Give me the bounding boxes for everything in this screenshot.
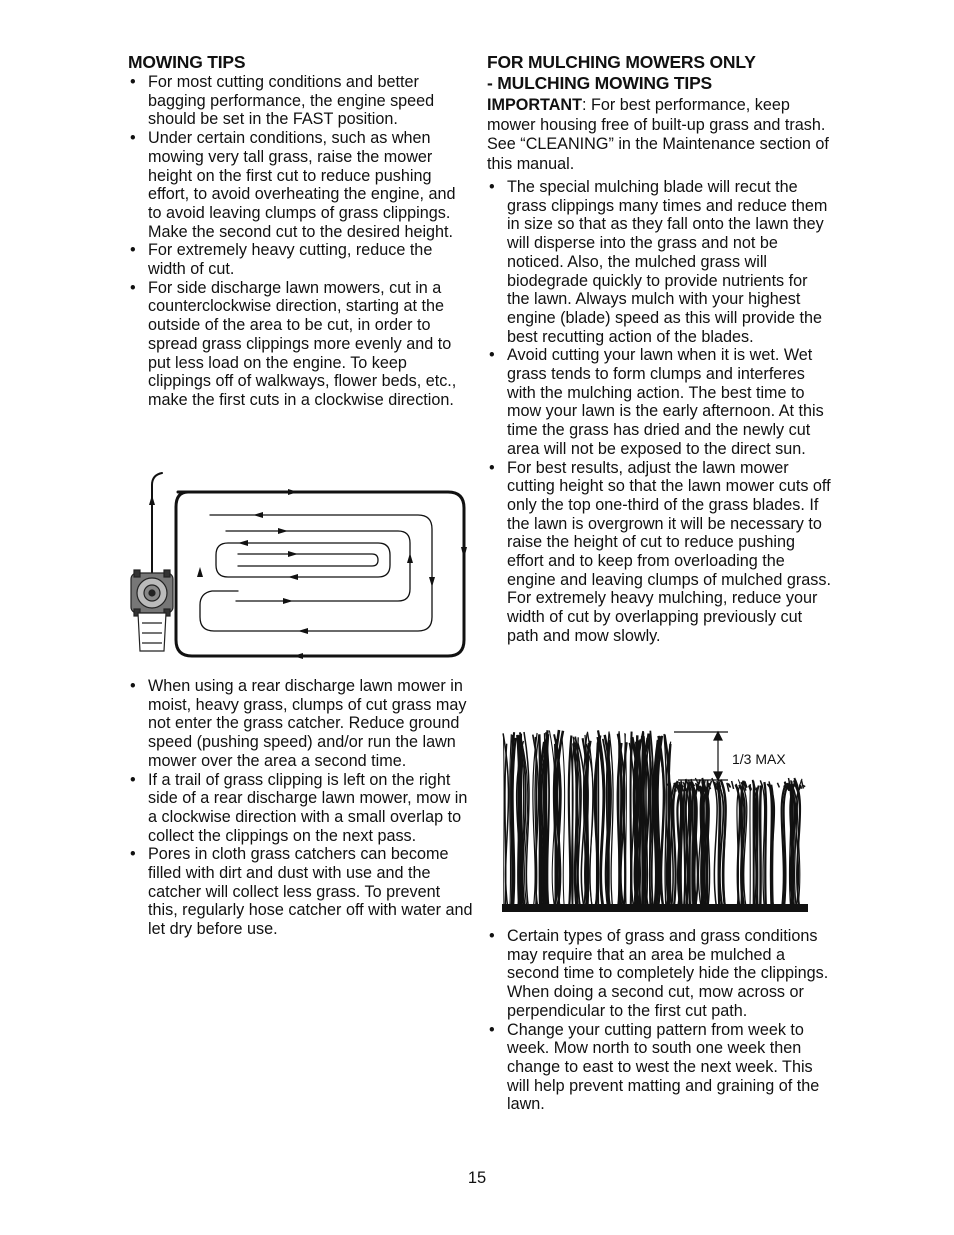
mulching-tips-list [487, 178, 832, 646]
list-item: • If a trail of grass clipping is left on the right side of a rear discharge lawn mower, mow in a clockwise direction with a small overlap to collect the clippings on the next pass. [128, 771, 473, 846]
list-item: • Pores in cloth grass catchers can become filled with dirt and dust with use and the catcher will collect less grass. To prevent this, regularly hose catcher off with water and let dry before use. [128, 845, 473, 939]
arrow-icon [429, 577, 435, 587]
left-column-bottom [128, 677, 473, 939]
right-column-top [487, 52, 832, 646]
arrow-icon [278, 528, 288, 534]
arrow-icon [288, 489, 298, 495]
right-column-bottom [487, 927, 832, 1114]
mowing-tips-heading: MOWING TIPS [128, 52, 246, 72]
arrow-icon [288, 551, 298, 557]
important-note [487, 96, 832, 174]
mowing-pattern-diagram [128, 467, 470, 663]
list-item: • For most cutting conditions and better bagging performance, the engine speed should be set in the FAST position. [128, 73, 473, 129]
mulching-heading-line1: FOR MULCHING MOWERS ONLY [487, 52, 756, 72]
second-path [200, 515, 432, 631]
center-path [216, 543, 390, 577]
arrow-icon [293, 653, 303, 659]
list-item: • When using a rear discharge lawn mower in moist, heavy grass, clumps of cut grass may not enter the grass catcher. Reduce ground speed (pushing speed) and/or run the lawn mower over the area a second time. [128, 677, 473, 771]
arrow-icon [253, 512, 263, 518]
arrow-icon [283, 598, 293, 604]
left-column-top [128, 52, 473, 410]
pattern-tips-list [487, 927, 832, 1114]
grass-height-figure [502, 726, 808, 912]
arrow-icon [288, 574, 298, 580]
page-number: 15 [467, 1169, 487, 1187]
list-item: • Avoid cutting your lawn when it is wet. Wet grass tends to form clumps and interferes with the mulching action. The best time to mow your lawn is the early afternoon. At this time the grass has dried and the newly cut area will not be exposed to the direct sun. [487, 346, 832, 458]
list-item: • For best results, adjust the lawn mower cutting height so that the lawn mower cuts off only the top one-third of the grass blades. If the lawn is overgrown it will be necessary to raise the height of cut to reduce pushing effort and to keep from overloading the engine and leaving clumps of mulched grass. For extremely heavy mulching, reduce your width of cut by overlapping previously cut path and mow slowly. [487, 459, 832, 646]
rear-discharge-tips-list [128, 677, 473, 939]
lawn-mower-icon [131, 570, 173, 651]
list-item: • For side discharge lawn mowers, cut in a counterclockwise direction, starting at the outside of the area to be cut, in order to spread grass clippings more evenly and to put less load on the engine. To keep clippings off of walkways, flower beds, etc., make the first cuts in a clockwise direction. [128, 279, 473, 410]
mulching-heading-line2: - MULCHING MOWING TIPS [487, 73, 713, 93]
mowing-tips-list [128, 73, 473, 410]
entry-path [152, 473, 162, 589]
list-item: • Certain types of grass and grass conditions may require that an area be mulched a second time to completely hide the clippings. When doing a second cut, mow across or perpendicular to the first cut path. [487, 927, 832, 1021]
arrow-icon [461, 547, 467, 559]
one-third-max-label: 1/3 MAX [732, 751, 786, 767]
list-item: • The special mulching blade will recut the grass clippings many times and reduce them in size so that as they fall onto the lawn they will disperse into the grass and not be noticed. Also, the mulched grass will biodegrade quickly to provide nutrients for the lawn. Always mulch with your highest engine (blade) speed as this will provide the best recutting action of the blades. [487, 178, 832, 346]
arrow-icon [238, 540, 248, 546]
arrow-icon [407, 553, 413, 563]
important-text: : For best performance, keep mower housing free of built-up grass and trash. See “CLEANING” in the Maintenance section of this manual. [487, 96, 829, 173]
important-label: IMPORTANT [487, 96, 583, 114]
list-item: • Change your cutting pattern from week to week. Mow north to south one week then change to east to west the next week. This will help prevent matting and graining of the lawn. [487, 1021, 832, 1115]
innermost-path [238, 554, 378, 566]
arrow-icon [298, 628, 308, 634]
list-item: • Under certain conditions, such as when mowing very tall grass, raise the mower height on the first cut to reduce pushing effort, to avoid overheating the engine, and to avoid leaving clumps of grass clippings. Make the second cut to the desired height. [128, 129, 473, 241]
arrow-icon [149, 495, 155, 505]
arrow-icon [197, 567, 203, 577]
list-item: • For extremely heavy cutting, reduce the width of cut. [128, 241, 473, 278]
